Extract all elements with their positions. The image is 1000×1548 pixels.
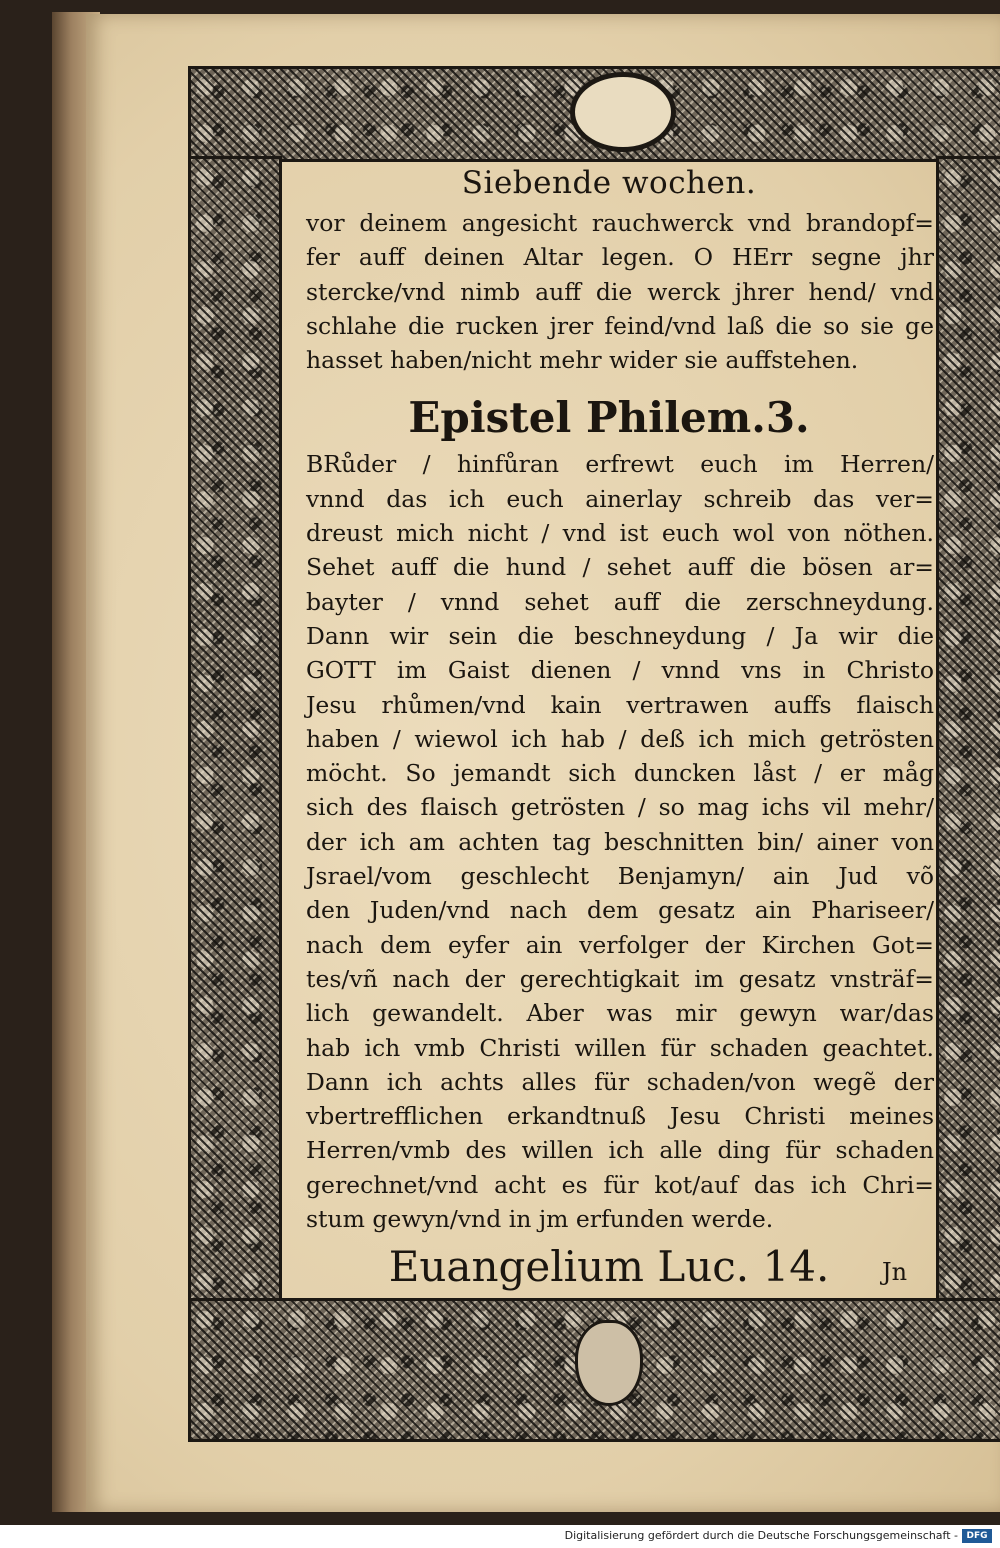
text-line: sich des flaisch getrösten / so mag ichs vil mehr/ bbox=[306, 793, 934, 822]
text-line: Sehet auff die hund / sehet auff die bösen ar= bbox=[306, 553, 934, 582]
text-line: vor deinem angesicht rauchwerck vnd brandopf= bbox=[306, 209, 934, 237]
epistle-paragraph bbox=[284, 447, 934, 1236]
gospel-heading: Euangelium Luc. 14. bbox=[388, 1242, 830, 1292]
catchword: Jn bbox=[882, 1258, 908, 1286]
dfg-logo: DFG bbox=[962, 1529, 992, 1543]
text-line: stercke/vnd nimb auff die werck jhrer hend/ vnd bbox=[306, 277, 934, 306]
text-line: lich gewandelt. Aber was mir gewyn war/das bbox=[306, 999, 934, 1028]
text-line: Jesu rhůmen/vnd kain vertrawen auffs flaisch bbox=[306, 690, 934, 719]
text-line: stum gewyn/vnd in jm erfunden werde. bbox=[306, 1205, 774, 1234]
text-line: GOTT im Gaist dienen / vnnd vns in Christo bbox=[306, 656, 934, 685]
mascaron-ornament bbox=[575, 1320, 643, 1406]
epistle-heading: Epistel Philem.3. bbox=[408, 393, 810, 443]
text-line: möcht. So jemandt sich duncken låst / er måg bbox=[306, 759, 934, 788]
text-line: hasset haben/nicht mehr wider sie auffstehen. bbox=[306, 346, 859, 375]
text-line: gerechnet/vnd acht es für kot/auf das ich Chri= bbox=[306, 1170, 934, 1199]
text-line: hab ich vmb Christi willen für schaden geachtet. bbox=[306, 1033, 934, 1062]
text-line: vbertrefflichen erkandtnuß Jesu Christi meines bbox=[306, 1102, 934, 1131]
text-line: nach dem eyfer ain verfolger der Kirchen Got= bbox=[306, 930, 934, 959]
text-line: haben / wiewol ich hab / deß ich mich getrösten bbox=[306, 724, 934, 753]
text-line: bayter / vnnd sehet auff die zerschneydung. bbox=[306, 587, 934, 616]
text-block bbox=[284, 160, 934, 1294]
text-line: Jsrael/vom geschlecht Benjamyn/ ain Jud võ bbox=[306, 862, 934, 891]
text-line: der ich am achten tag beschnitten bin/ ainer von bbox=[306, 827, 934, 856]
cartouche-ornament bbox=[570, 72, 676, 152]
text-line: den Juden/vnd nach dem gesatz ain Phariseer/ bbox=[306, 896, 934, 925]
running-head: Siebende wochen. bbox=[461, 165, 757, 201]
text-line: tes/vñ nach der gerechtigkait im gesatz vnsträf= bbox=[306, 964, 934, 993]
text-line: dreust mich nicht / vnd ist euch wol von nöthen. bbox=[306, 519, 934, 548]
woodcut-border-right bbox=[936, 156, 1000, 1304]
footer-credit: Digitalisierung gefördert durch die Deutsche Forschungsgemeinschaft - bbox=[564, 1529, 958, 1542]
text-line: Herren/vmb des willen ich alle ding für schaden bbox=[306, 1136, 934, 1165]
text-line: schlahe die rucken jrer feind/vnd laß die so sie ge bbox=[306, 311, 934, 340]
text-line: Dann wir sein die beschneydung / Ja wir die bbox=[306, 621, 934, 650]
text-line: fer auff deinen Altar legen. O HErr segne jhr bbox=[306, 243, 934, 272]
woodcut-border-left bbox=[188, 156, 282, 1304]
body-paragraph-1 bbox=[284, 206, 934, 377]
text-line: Dann ich achts alles für schaden/von wegẽ der bbox=[306, 1067, 934, 1096]
text-line: vnnd das ich euch ainerlay schreib das ver= bbox=[306, 484, 934, 513]
text-line: BRůder / hinfůran erfrewt euch im Herren/ bbox=[306, 450, 934, 479]
